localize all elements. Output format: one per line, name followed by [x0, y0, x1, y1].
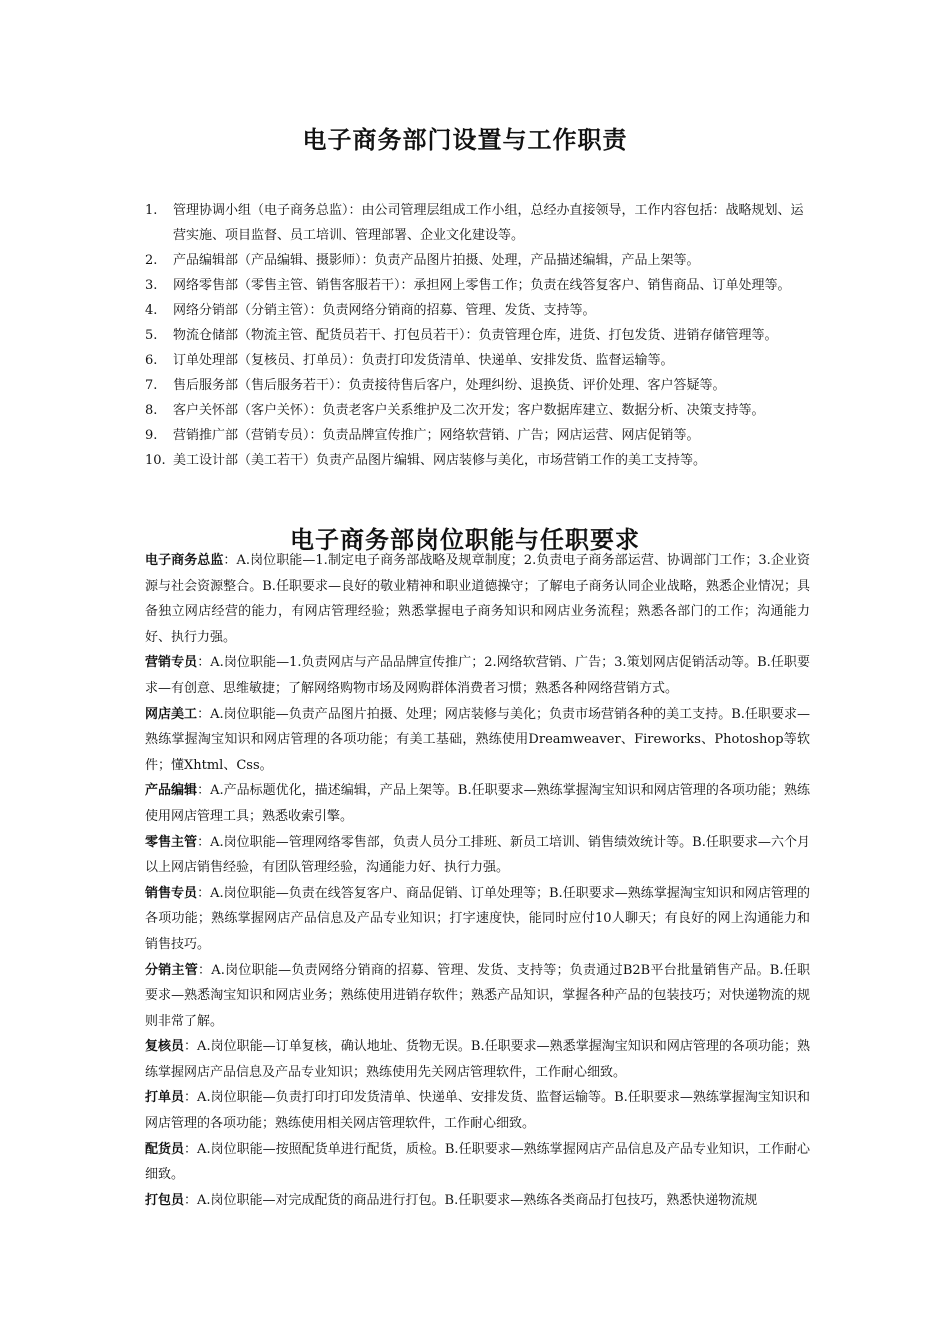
list-item [145, 373, 815, 398]
section2-title: 电子商务部岗位职能与任职要求 [290, 526, 640, 554]
role-paragraph [145, 702, 810, 779]
role-paragraph [145, 830, 810, 881]
role-label: 打单员 [145, 1090, 185, 1106]
role-label: 零售主管 [145, 834, 198, 850]
section1-title: 电子商务部门设置与工作职责 [302, 126, 628, 154]
list-number: 2. [145, 253, 158, 268]
role-text: ：A.岗位职能—1.负责网店与产品品牌宣传推广；2.网络软营销、广告；3.策划网店促销活动等。B.任职要求—有创意、思维敏捷；了解网络购物市场及网购群体消费者习惯；熟悉各种网络营销方式。 [145, 655, 810, 696]
list-text: 物流仓储部（物流主管、配货员若干、打包员若干）：负责管理仓库，进货、打包发货、进销存储管理等。 [173, 328, 778, 343]
role-label: 电子商务总监 [145, 553, 224, 568]
list-text: 网络零售部（零售主管、销售客服若干）：承担网上零售工作；负责在线答复客户、销售商品、订单处理等。 [173, 278, 791, 293]
role-label: 分销主管 [145, 962, 199, 978]
role-paragraph [145, 1188, 810, 1214]
role-paragraph [145, 548, 810, 650]
role-text: ：A.产品标题优化，描述编辑，产品上架等。B.任职要求—熟练掌握淘宝知识和网店管理的各项功能；熟练使用网店管理工具；熟悉收索引擎。 [145, 783, 810, 824]
list-text: 售后服务部（售后服务若干）：负责接待售后客户，处理纠纷、退换货、评价处理、客户答疑等。 [173, 378, 726, 393]
role-text: ：A.岗位职能—管理网络零售部，负责人员分工排班、新员工培训、销售绩效统计等。B.任职要求—六个月以上网店销售经验，有团队管理经验，沟通能力好、执行力强。 [145, 834, 810, 876]
role-paragraph [145, 958, 810, 1035]
department-list [145, 198, 815, 473]
role-label: 配货员 [145, 1141, 185, 1157]
role-paragraph [145, 1085, 810, 1136]
role-text: ：A.岗位职能—负责产品图片拍摄、处理；网店装修与美化；负责市场营销各种的美工支持。B.任职要求—熟练掌握淘宝知识和网店管理的各项功能；有美工基础，熟练使用Dreamweaver、Fireworks、Photoshop等软件；懂Xhtml、Css。 [145, 706, 810, 773]
list-number: 7. [145, 378, 158, 393]
role-label: 销售专员 [145, 885, 198, 901]
list-item [145, 298, 815, 323]
list-number: 1. [145, 203, 158, 218]
role-paragraph [145, 1137, 810, 1188]
list-text: 管理协调小组（电子商务总监）：由公司管理层组成工作小组，总经办直接领导，工作内容包括：战略规划、运营实施、项目监督、员工培训、管理部署、企业文化建设等。 [173, 203, 804, 243]
role-text: ：A.岗位职能—负责在线答复客户、商品促销、订单处理等；B.任职要求—熟练掌握淘宝知识和网店管理的各项功能；熟练掌握网店产品信息及产品专业知识；打字速度快，能同时应付10人聊天；有良好的网上沟通能力和销售技巧。 [145, 885, 810, 952]
list-number: 6. [145, 353, 158, 368]
list-number: 8. [145, 403, 158, 418]
list-text: 美工设计部（美工若干）负责产品图片编辑、网店装修与美化，市场营销工作的美工支持等。 [173, 453, 707, 468]
role-paragraph [145, 650, 810, 701]
role-label: 打包员 [145, 1192, 185, 1208]
role-text: ：A.岗位职能—1.制定电子商务部战略及规章制度；2.负责电子商务部运营、协调部门工作；3.企业资源与社会资源整合。B.任职要求—良好的敬业精神和职业道德操守；了解电子商务认同企业战略，熟悉企业情况；具备独立网店经营的能力，有网店管理经验；熟悉掌握电子商务知识和网店业务流程；熟悉各部门的工作；沟通能力好、执行力强。 [145, 553, 810, 645]
list-text: 客户关怀部（客户关怀）：负责老客户关系维护及二次开发；客户数据库建立、数据分析、决策支持等。 [173, 403, 765, 418]
role-text: ：A.岗位职能—对完成配货的商品进行打包。B.任职要求—熟练各类商品打包技巧，熟悉快递物流规 [184, 1192, 758, 1208]
list-item [145, 323, 815, 348]
list-number: 4. [145, 303, 158, 318]
role-paragraph [145, 1034, 810, 1085]
list-item [145, 448, 815, 473]
role-list [145, 548, 810, 1213]
list-item [145, 273, 815, 298]
role-paragraph [145, 881, 810, 958]
role-label: 产品编辑 [145, 783, 198, 799]
role-text: ：A.岗位职能—负责打印打印发货清单、快递单、安排发货、监督运输等。B.任职要求—熟练掌握淘宝知识和网店管理的各项功能；熟练使用相关网店管理软件，工作耐心细致。 [145, 1090, 810, 1132]
role-paragraph [145, 778, 810, 829]
role-text: ：A.岗位职能—订单复核，确认地址、货物无误。B.任职要求—熟悉掌握淘宝知识和网店管理的各项功能；熟练掌握网店产品信息及产品专业知识；熟练使用先关网店管理软件，工作耐心细致。 [145, 1039, 810, 1080]
role-label: 网店美工 [145, 706, 198, 722]
list-number: 5. [145, 328, 158, 343]
role-label: 复核员 [145, 1039, 185, 1055]
list-item [145, 348, 815, 373]
list-item [145, 248, 815, 273]
list-number: 3. [145, 278, 158, 293]
list-number: 10. [145, 453, 166, 468]
list-text: 营销推广部（营销专员）：负责品牌宣传推广；网络软营销、广告；网店运营、网店促销等。 [173, 428, 700, 443]
role-text: ：A.岗位职能—负责网络分销商的招募、管理、发货、支持等；负责通过B2B平台批量销售产品。B.任职要求—熟悉淘宝知识和网店业务；熟练使用进销存软件；熟悉产品知识，掌握各种产品的包装技巧；对快递物流的规则非常了解。 [145, 962, 810, 1029]
role-label: 营销专员 [145, 655, 198, 671]
list-text: 网络分销部（分销主管）：负责网络分销商的招募、管理、发货、支持等。 [173, 303, 596, 318]
list-item [145, 398, 815, 423]
list-text: 订单处理部（复核员、打单员）：负责打印发货清单、快递单、安排发货、监督运输等。 [173, 353, 674, 368]
list-number: 9. [145, 428, 158, 443]
list-item [145, 423, 815, 448]
list-text: 产品编辑部（产品编辑、摄影师）：负责产品图片拍摄、处理，产品描述编辑，产品上架等。 [173, 253, 700, 268]
list-item [145, 198, 815, 248]
role-text: ：A.岗位职能—按照配货单进行配货，质检。B.任职要求—熟练掌握网店产品信息及产品专业知识，工作耐心细致。 [145, 1141, 810, 1183]
